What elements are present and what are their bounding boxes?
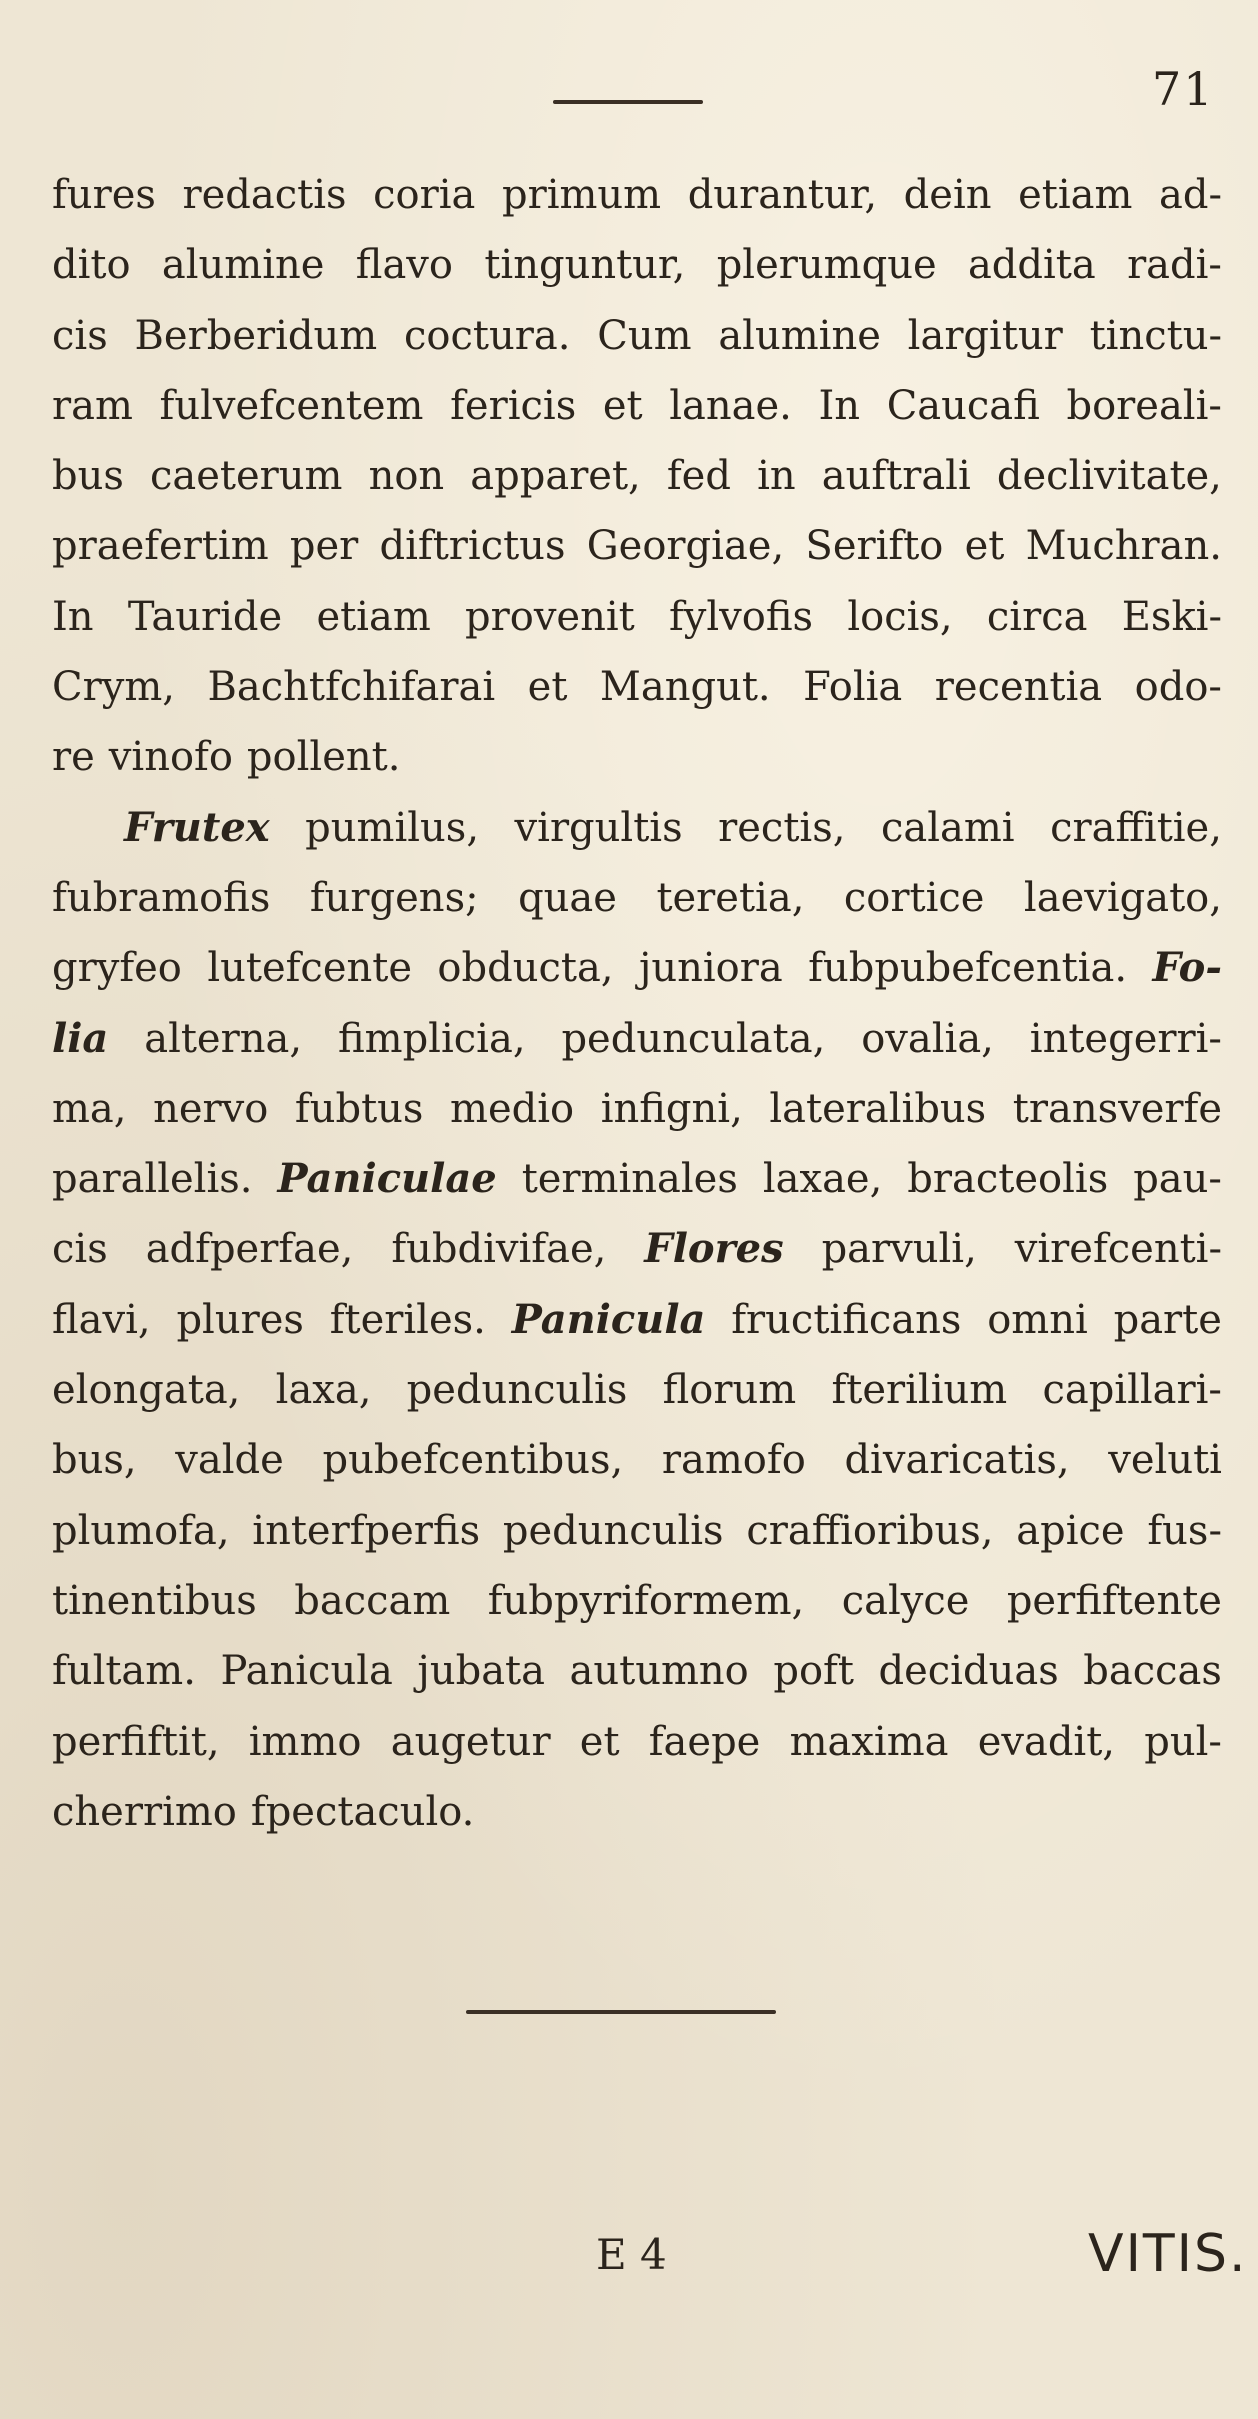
word: valde xyxy=(175,1437,284,1484)
word: Panicula xyxy=(220,1648,393,1695)
word: et xyxy=(579,1718,620,1765)
word: fulvefcentem xyxy=(159,382,424,429)
word: boreali- xyxy=(1066,382,1222,429)
word: Berberidum xyxy=(134,312,378,359)
word: fed xyxy=(666,453,731,500)
word: calami xyxy=(880,804,1015,851)
word: bracteolis xyxy=(907,1156,1109,1203)
text-line xyxy=(52,582,1222,652)
word: virgultis xyxy=(514,804,683,851)
word: flavo xyxy=(355,242,453,289)
header-rule xyxy=(553,100,703,104)
word: Serifto xyxy=(805,523,944,570)
word: florum xyxy=(662,1367,797,1414)
word: parallelis. xyxy=(52,1156,253,1203)
word: terminales xyxy=(521,1156,738,1203)
word: fterilium xyxy=(831,1367,1008,1414)
word: addita xyxy=(967,242,1096,289)
word: diftrictus xyxy=(379,523,566,570)
word: durantur, xyxy=(687,172,878,218)
word: dito xyxy=(52,242,131,289)
word: juniora xyxy=(638,945,783,992)
word: coctura. xyxy=(404,312,571,359)
word: largitur xyxy=(907,312,1063,359)
word: laxa, xyxy=(275,1367,372,1414)
word: ad- xyxy=(1159,172,1222,218)
word: provenit xyxy=(465,593,635,640)
word: declivitate, xyxy=(996,453,1222,500)
text-line xyxy=(52,1144,1222,1214)
catchword: VITIS. xyxy=(1088,2224,1248,2284)
word: pollent. xyxy=(246,734,401,781)
word: poft xyxy=(773,1648,854,1695)
word: fubramofis xyxy=(52,874,271,921)
word: etiam xyxy=(1018,172,1133,218)
word: integerri- xyxy=(1029,1015,1222,1062)
word: fimplicia, xyxy=(337,1015,526,1062)
word: per xyxy=(289,523,359,570)
word: vinofo xyxy=(108,734,233,781)
word: pul- xyxy=(1144,1718,1222,1765)
word: lateralibus xyxy=(769,1085,987,1132)
body-text xyxy=(52,160,1222,1847)
word: perfiftente xyxy=(1006,1577,1222,1624)
word: parte xyxy=(1113,1296,1222,1343)
word: deciduas xyxy=(878,1648,1059,1695)
word: craffioribus, xyxy=(746,1507,994,1554)
word: jubata xyxy=(417,1648,545,1695)
word: ramofo xyxy=(661,1437,806,1484)
word: augetur xyxy=(390,1718,551,1765)
text-line xyxy=(52,371,1222,441)
word: Tauride xyxy=(127,593,283,640)
word: Eski- xyxy=(1121,593,1222,640)
word: fylvofis xyxy=(668,593,814,640)
word: plures xyxy=(176,1296,304,1343)
word: Paniculae xyxy=(277,1155,497,1203)
word: tinctu- xyxy=(1089,312,1222,359)
word: Fo- xyxy=(1152,944,1222,992)
word: fubdivifae, xyxy=(391,1226,607,1273)
word: calyce xyxy=(841,1577,970,1624)
word: coria xyxy=(373,172,476,218)
word: evadit, xyxy=(977,1718,1116,1765)
word: laevigato, xyxy=(1023,874,1222,921)
word: circa xyxy=(986,593,1088,640)
word: gryfeo xyxy=(52,945,182,992)
text-line xyxy=(52,1636,1222,1706)
text-line xyxy=(52,1777,1222,1847)
word: pedunculis xyxy=(502,1507,724,1554)
text-line xyxy=(52,1566,1222,1636)
word: autumno xyxy=(569,1648,749,1695)
word: elongata, xyxy=(52,1367,241,1414)
text-line xyxy=(52,160,1222,230)
word: fultam. xyxy=(52,1648,196,1695)
text-line xyxy=(52,1004,1222,1074)
word: plumofa, xyxy=(52,1507,230,1554)
word: Crym, xyxy=(52,664,175,711)
text-line xyxy=(52,1707,1222,1777)
word: re xyxy=(52,734,95,781)
word: et xyxy=(527,664,568,711)
word: perfiftit, xyxy=(52,1718,220,1765)
text-line xyxy=(52,441,1222,511)
text-line xyxy=(52,1355,1222,1425)
word: Muchran. xyxy=(1025,523,1222,570)
word: etiam xyxy=(316,593,431,640)
word: fures xyxy=(52,172,156,218)
text-line xyxy=(52,1425,1222,1495)
word: alumine xyxy=(718,312,881,359)
word: veluti xyxy=(1108,1437,1222,1484)
word: cherrimo xyxy=(52,1788,237,1835)
word: plerumque xyxy=(716,242,937,289)
word: pubefcentibus, xyxy=(322,1437,624,1484)
word: radi- xyxy=(1127,242,1222,289)
word: cis xyxy=(52,312,108,359)
word: alterna, xyxy=(144,1015,303,1062)
word: furgens; xyxy=(309,874,479,921)
word: et xyxy=(602,382,643,429)
word: lia xyxy=(52,1014,109,1062)
word: non xyxy=(368,453,445,500)
word: lanae. xyxy=(669,382,792,429)
text-line xyxy=(52,793,1222,863)
text-line xyxy=(52,863,1222,933)
text-line xyxy=(52,722,1222,792)
word: baccam xyxy=(294,1577,451,1624)
word: Mangut. xyxy=(599,664,771,711)
word: Bachtfchifarai xyxy=(207,664,496,711)
word: ram xyxy=(52,382,133,429)
word: tinentibus xyxy=(52,1577,257,1624)
word: lutefcente xyxy=(207,945,412,992)
word: pedunculata, xyxy=(561,1015,826,1062)
word: virefcenti- xyxy=(1014,1226,1222,1273)
word: In xyxy=(818,382,861,429)
word: redactis xyxy=(182,172,347,218)
word: rectis, xyxy=(718,804,846,851)
word: dein xyxy=(903,172,992,218)
word: faepe xyxy=(648,1718,761,1765)
end-rule xyxy=(466,2010,776,2014)
word: teretia, xyxy=(656,874,805,921)
word: flavi, xyxy=(52,1296,151,1343)
word: caeterum xyxy=(150,453,343,500)
text-line xyxy=(52,1496,1222,1566)
word: Caucafi xyxy=(886,382,1040,429)
word: quae xyxy=(518,874,617,921)
word: laxae, xyxy=(762,1156,883,1203)
word: fubpubefcentia. xyxy=(808,945,1128,992)
word: alumine xyxy=(161,242,325,289)
word: nervo xyxy=(153,1085,269,1132)
word: praefertim xyxy=(52,523,269,570)
word: ovalia, xyxy=(861,1015,994,1062)
word: pau- xyxy=(1133,1156,1222,1203)
word: locis, xyxy=(847,593,953,640)
word: pedunculis xyxy=(406,1367,628,1414)
word: pumilus, xyxy=(305,804,480,851)
word: recentia xyxy=(934,664,1103,711)
text-line xyxy=(52,511,1222,581)
word: Folia xyxy=(803,664,903,711)
word: Flores xyxy=(644,1225,784,1273)
word: ma, xyxy=(52,1085,127,1132)
word: apparet, xyxy=(470,453,641,500)
word: omni xyxy=(987,1296,1088,1343)
word: Frutex xyxy=(124,803,270,851)
text-line xyxy=(52,652,1222,722)
word: immo xyxy=(248,1718,362,1765)
text-line xyxy=(52,933,1222,1003)
word: obducta, xyxy=(437,945,614,992)
word: odo- xyxy=(1134,664,1222,711)
word: Georgiae, xyxy=(586,523,785,570)
word: fubtus xyxy=(294,1085,424,1132)
word: infigni, xyxy=(600,1085,743,1132)
word: transverfe xyxy=(1012,1085,1222,1132)
word: baccas xyxy=(1083,1648,1222,1695)
word: interfperfis xyxy=(252,1507,481,1554)
text-line xyxy=(52,301,1222,371)
word: fubpyriformem, xyxy=(487,1577,805,1624)
word: auftrali xyxy=(821,453,971,500)
word: craffitie, xyxy=(1050,804,1222,851)
word: capillari- xyxy=(1042,1367,1222,1414)
word: et xyxy=(964,523,1005,570)
word: bus xyxy=(52,453,124,500)
word: fericis xyxy=(450,382,577,429)
word: in xyxy=(757,453,796,500)
text-line xyxy=(52,1214,1222,1284)
word: apice xyxy=(1016,1507,1125,1554)
signature-mark: E 4 xyxy=(596,2230,667,2279)
word: cis xyxy=(52,1226,108,1273)
page-number: 71 xyxy=(1152,62,1215,116)
text-line xyxy=(52,230,1222,300)
word: Panicula xyxy=(511,1295,706,1343)
word: In xyxy=(52,593,94,640)
word: primum xyxy=(501,172,662,218)
word: divaricatis, xyxy=(844,1437,1070,1484)
word: parvuli, xyxy=(821,1226,977,1273)
word: fpectaculo. xyxy=(250,1788,475,1835)
word: Cum xyxy=(597,312,692,359)
text-line xyxy=(52,1285,1222,1355)
word: fus- xyxy=(1147,1507,1222,1554)
word: medio xyxy=(450,1085,575,1132)
word: adfperfae, xyxy=(145,1226,354,1273)
word: maxima xyxy=(789,1718,949,1765)
word: bus, xyxy=(52,1437,137,1484)
word: tinguntur, xyxy=(484,242,686,289)
word: fructificans xyxy=(731,1296,962,1343)
word: fteriles. xyxy=(329,1296,486,1343)
word: cortice xyxy=(843,874,985,921)
text-line xyxy=(52,1074,1222,1144)
